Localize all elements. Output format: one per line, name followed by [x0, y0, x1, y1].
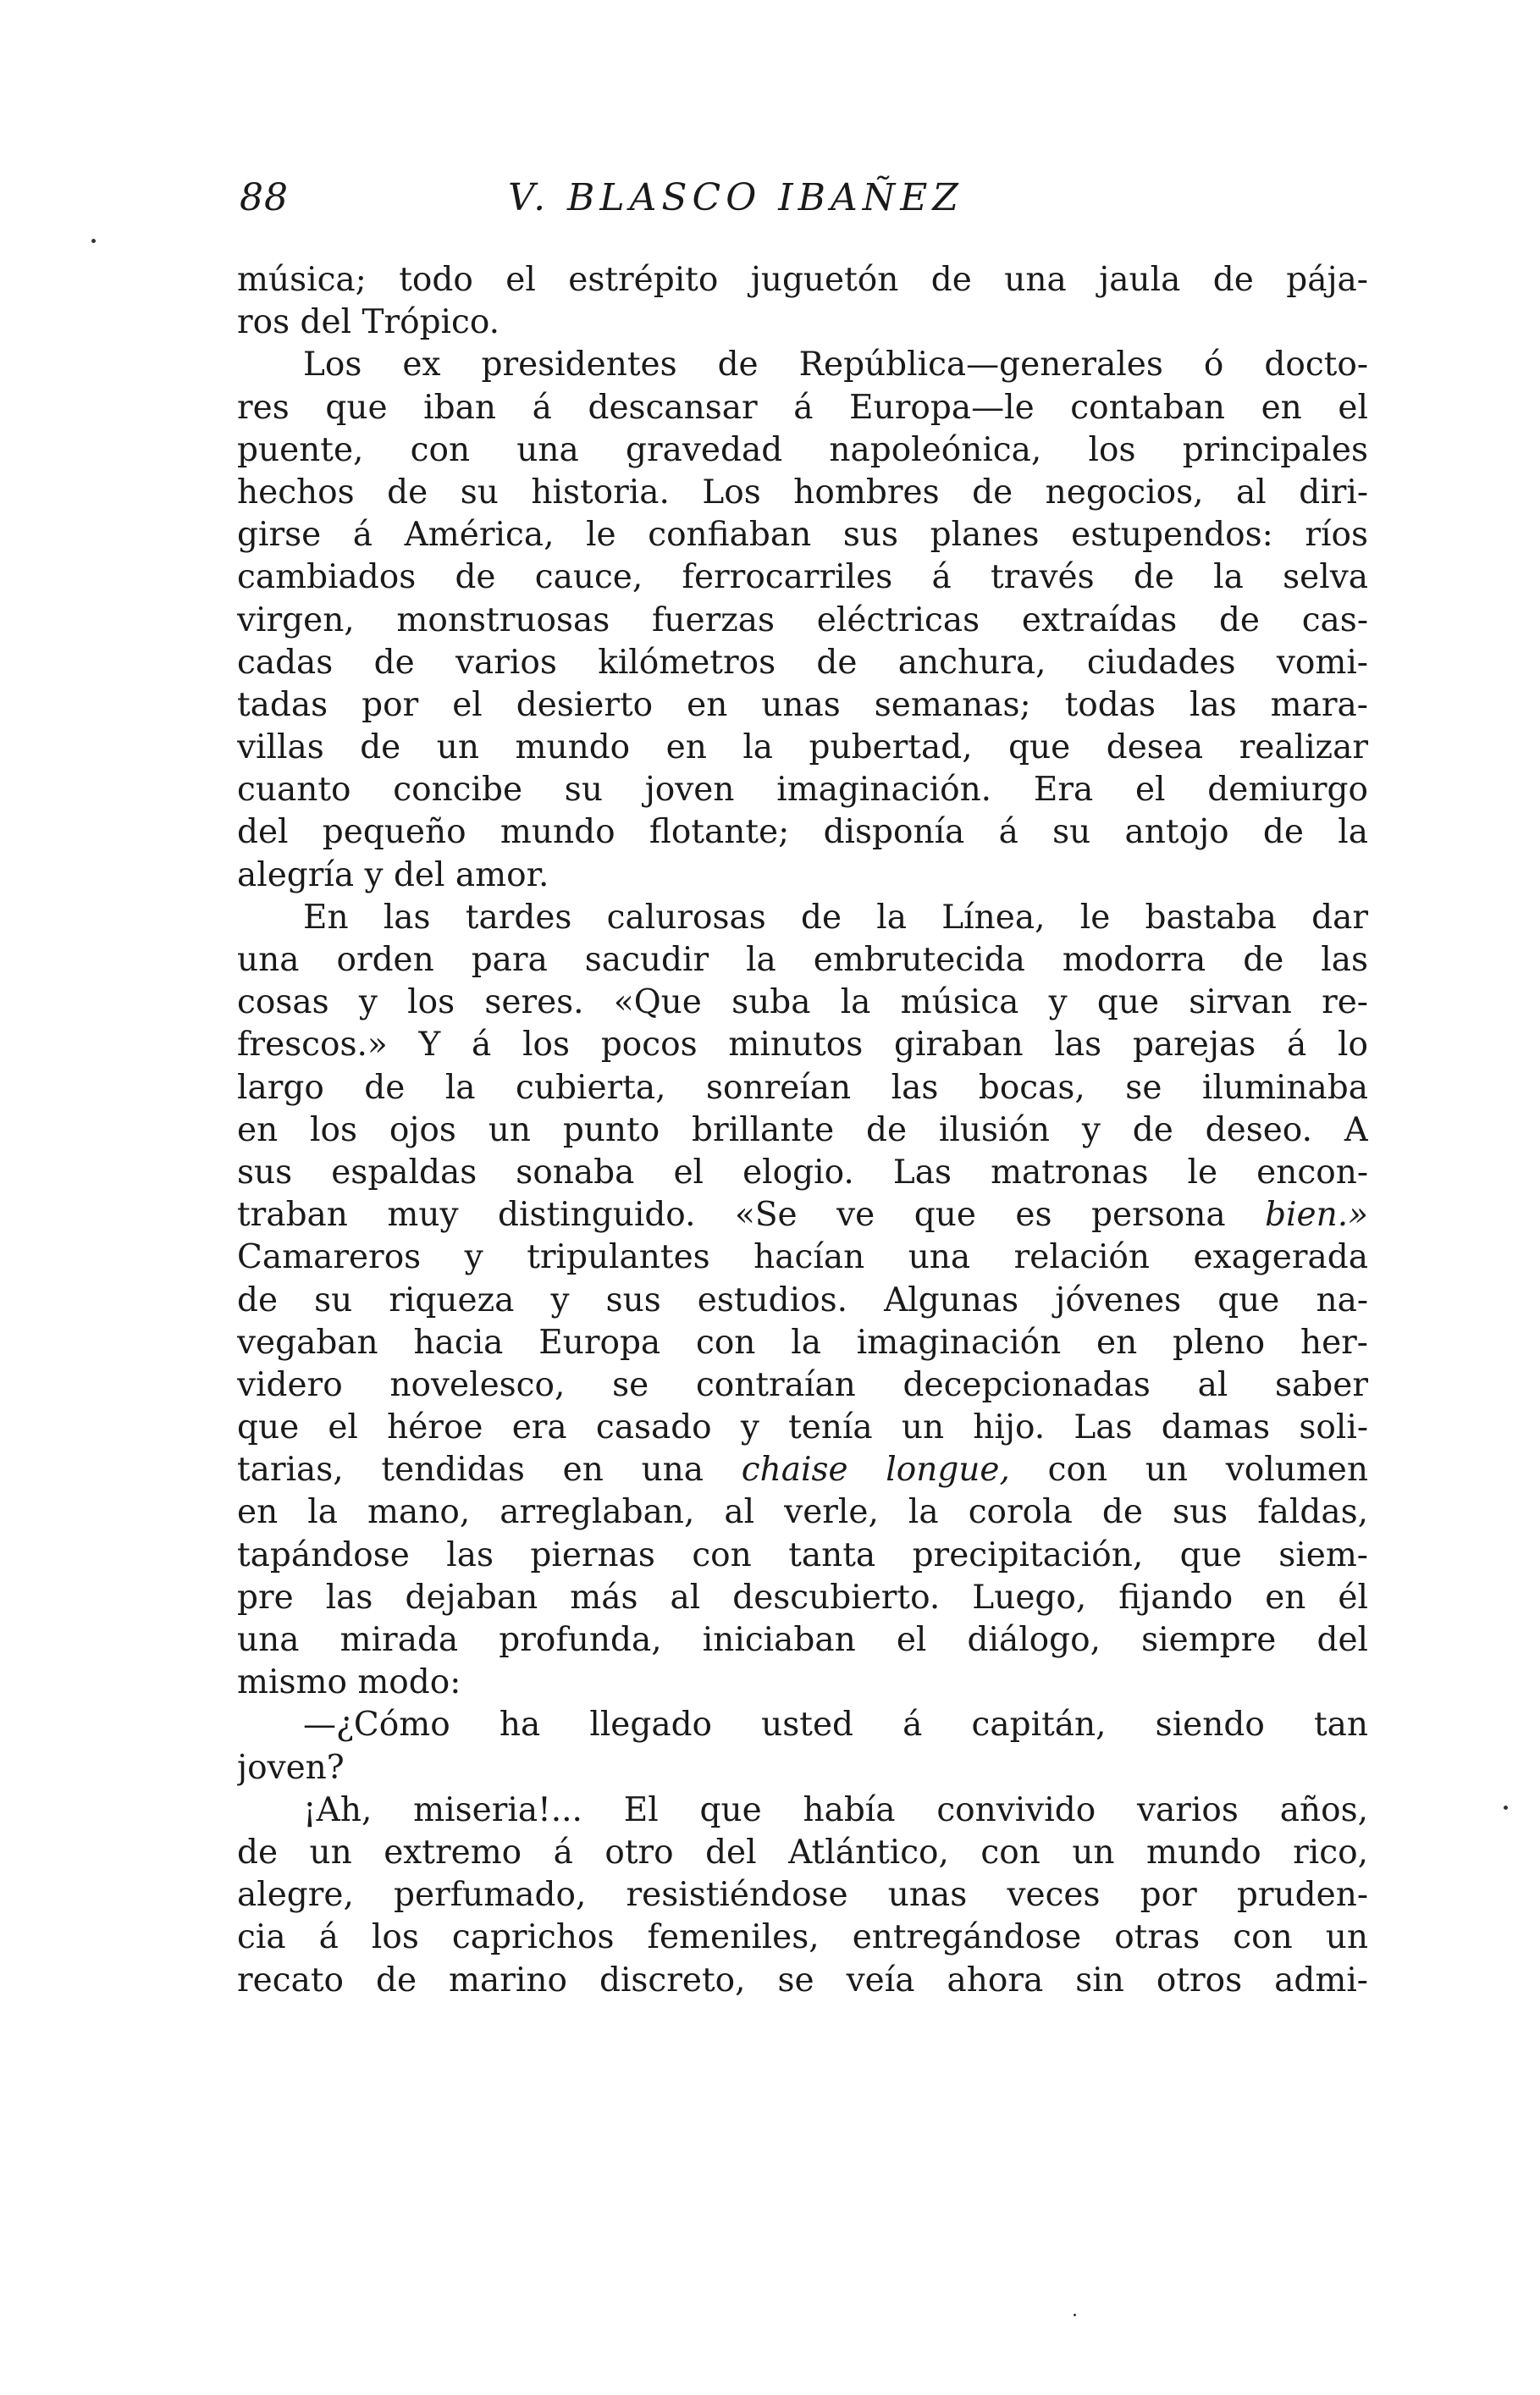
text-line: pre las dejaban más al descubierto. Luego, fijando en él [237, 1578, 1368, 1617]
text-segment: tarias, tendidas en una [237, 1451, 704, 1490]
text-line: mismo modo: [237, 1663, 461, 1702]
text-line: de su riqueza y sus estudios. Algunas jóvenes que na- [237, 1280, 1368, 1319]
text-line: en la mano, arreglaban, al verle, la corola de sus faldas, [237, 1493, 1368, 1532]
text-line: Los ex presidentes de República—generales ó docto- [303, 346, 1368, 384]
text-line: cadas de varios kilómetros de anchura, ciudades vomi- [237, 643, 1368, 682]
text-line: —¿Cómo ha llegado usted á capitán, siendo tan [303, 1706, 1368, 1745]
text-line [237, 1449, 1368, 1491]
running-head: V. BLASCO IBAÑEZ [508, 176, 963, 219]
text-line: que el héroe era casado y tenía un hijo. Las damas soli- [237, 1408, 1368, 1447]
text-line: del pequeño mundo flotante; disponía á su antojo de la [237, 813, 1368, 852]
text-line: vegaban hacia Europa con la imaginación en pleno her- [237, 1323, 1368, 1362]
text-line: tadas por el desierto en unas semanas; todas las mara- [237, 685, 1368, 724]
text-line: cosas y los seres. «Que suba la música y que sirvan re- [237, 983, 1368, 1022]
italic-phrase: chaise longue, [741, 1451, 1010, 1490]
print-speck [1504, 1806, 1508, 1810]
page-header [0, 176, 1540, 227]
text-line: de un extremo á otro del Atlántico, con un mundo rico, [237, 1833, 1368, 1872]
text-line: una orden para sacudir la embrutecida modorra de las [237, 941, 1368, 979]
text-line: música; todo el estrépito juguetón de una jaula de pája- [237, 261, 1368, 299]
text-line [237, 1194, 1368, 1236]
text-line: videro novelesco, se contraían decepcionadas al saber [237, 1365, 1368, 1404]
text-line: puente, con una gravedad napoleónica, los principales [237, 430, 1368, 469]
text-line: alegre, perfumado, resistiéndose unas veces por pruden- [237, 1876, 1368, 1915]
text-line: joven? [237, 1748, 345, 1787]
text-line: cia á los caprichos femeniles, entregándose otras con un [237, 1918, 1368, 1957]
text-line: virgen, monstruosas fuerzas eléctricas extraídas de cas- [237, 600, 1368, 639]
text-line: hechos de su historia. Los hombres de negocios, al diri- [237, 473, 1368, 512]
print-speck [91, 239, 96, 243]
text-line: alegría y del amor. [237, 855, 549, 894]
text-line: cambiados de cauce, ferrocarriles á través de la selva [237, 558, 1368, 597]
text-line: tapándose las piernas con tanta precipitación, que siem- [237, 1535, 1368, 1574]
text-line: en los ojos un punto brillante de ilusión y de deseo. A [237, 1110, 1368, 1149]
text-line: ros del Trópico. [237, 303, 500, 342]
italic-word: bien.» [1265, 1196, 1368, 1235]
text-segment: con un volumen [1047, 1451, 1368, 1490]
text-line: res que iban á descansar á Europa—le contaban en el [237, 388, 1368, 427]
text-line: largo de la cubierta, sonreían las bocas, se iluminaba [237, 1068, 1368, 1107]
text-line: girse á América, le confiaban sus planes estupendos: ríos [237, 516, 1368, 555]
text-line: En las tardes calurosas de la Línea, le bastaba dar [303, 898, 1368, 937]
body-text [237, 259, 1368, 2002]
text-line: sus espaldas sonaba el elogio. Las matronas le encon- [237, 1153, 1368, 1192]
text-line: ¡Ah, miseria!... El que había convivido varios años, [303, 1790, 1368, 1829]
text-line: Camareros y tripulantes hacían una relación exagerada [237, 1238, 1368, 1277]
text-line: recato de marino discreto, se veía ahora sin otros admi- [237, 1961, 1368, 2000]
text-line: cuanto concibe su joven imaginación. Era el demiurgo [237, 771, 1368, 810]
text-line: villas de un mundo en la pubertad, que desea realizar [237, 728, 1368, 767]
page-number: 88 [240, 176, 289, 219]
text-line: frescos.» Y á los pocos minutos giraban las parejas á lo [237, 1026, 1368, 1065]
print-speck [1074, 2314, 1076, 2316]
text-line: una mirada profunda, iniciaban el diálogo, siempre del [237, 1621, 1368, 1659]
text-segment: traban muy distinguido. «Se ve que es persona [237, 1196, 1226, 1235]
